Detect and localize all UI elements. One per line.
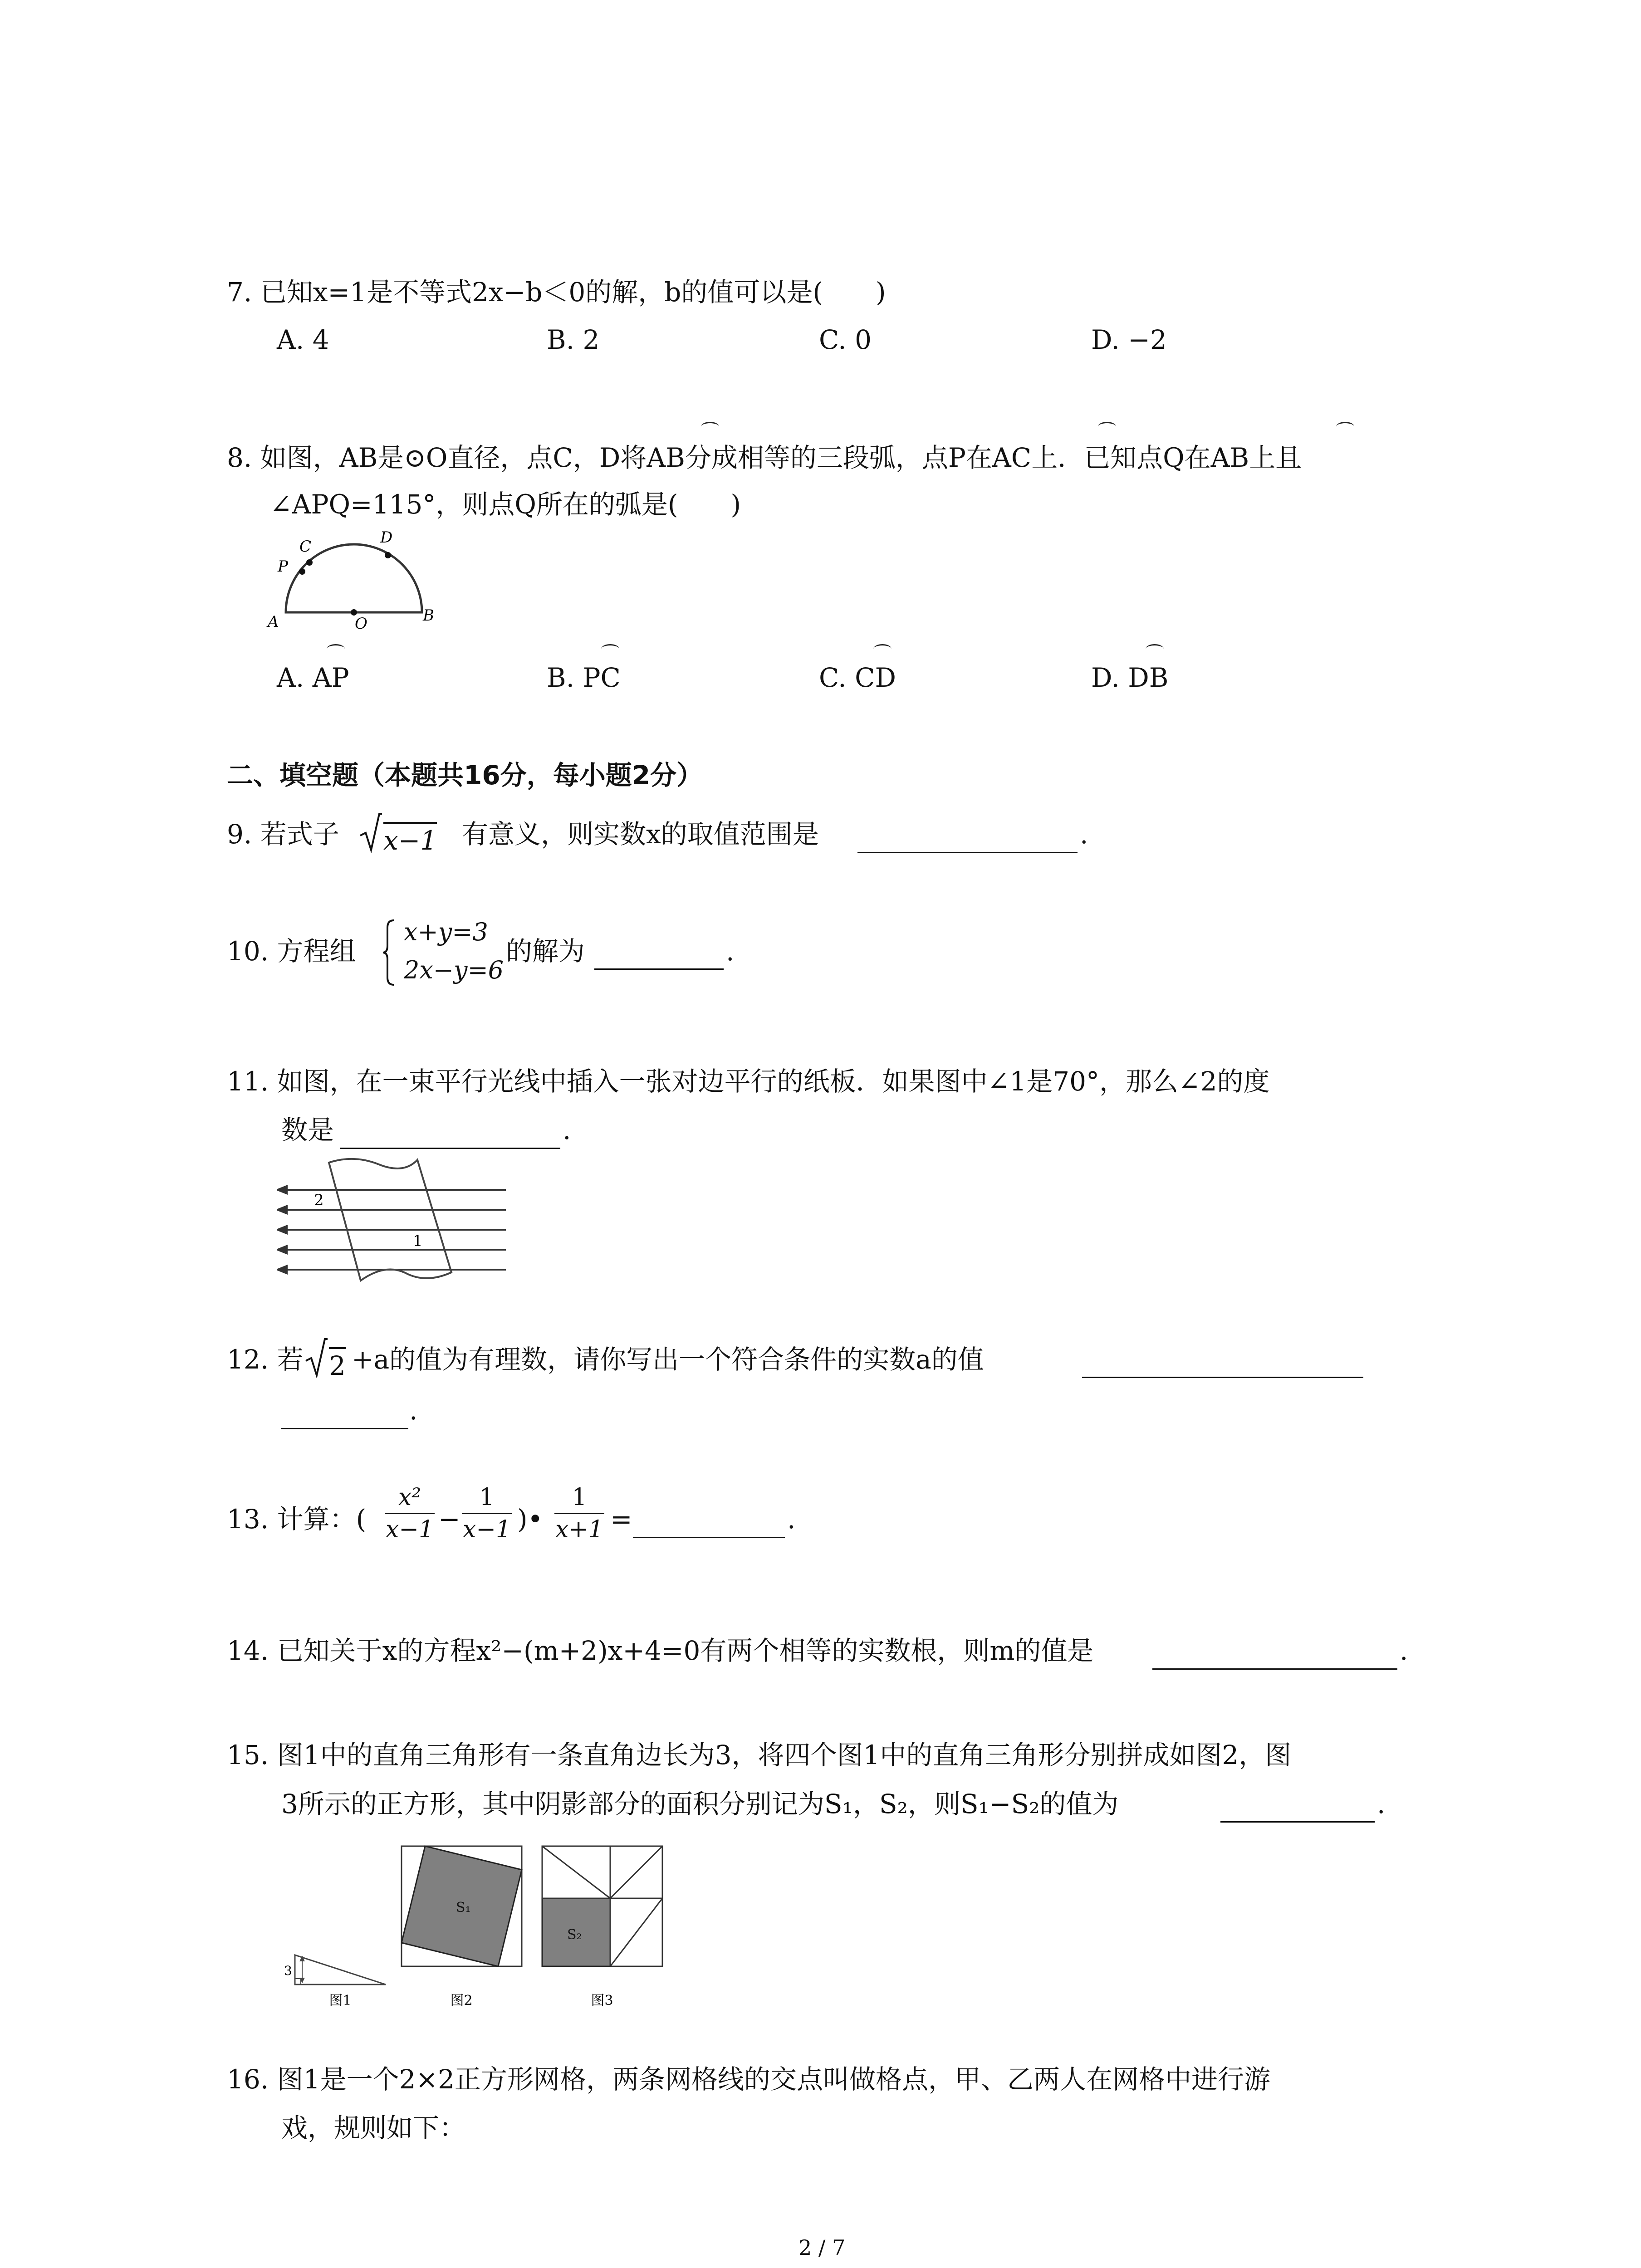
answer-blank[interactable] (594, 968, 724, 970)
q16-line2: 戏，规则如下： (281, 2112, 466, 2143)
arc-mark (873, 644, 892, 654)
q10-end: . (726, 936, 735, 967)
q10-eq2: 2x−y=6 (404, 956, 504, 984)
fraction-bar (462, 1513, 512, 1514)
q8-option-c: C. CD (819, 662, 896, 693)
fraction-3-denominator: x+1 (555, 1516, 603, 1543)
radical-sign (305, 1337, 328, 1378)
q7-option-b: B. 2 (547, 324, 600, 355)
q12-pre: 12. 若 (227, 1344, 304, 1375)
q10-pre: 10. 方程组 (227, 936, 356, 967)
parallel-light-figure (277, 1154, 513, 1286)
q8-stem-line2: ∠APQ=115°，则点Q所在的弧是( ) (270, 489, 741, 520)
angle-label-2: 2 (314, 1191, 324, 1209)
arc-mark (1098, 422, 1116, 431)
q11-line2: 数是 (281, 1114, 334, 1145)
q16-line1: 16. 图1是一个2×2正方形网格，两条网格线的交点叫做格点，甲、乙两人在网格中进行游 (227, 2064, 1270, 2095)
q13-dot: )• (517, 1504, 543, 1535)
q7-option-c: C. 0 (819, 324, 872, 355)
q8-stem-line1: 8. 如图，AB是⊙O直径，点C，D将AB分成相等的三段弧，点P在AC上．已知点Q在AB上且 (227, 442, 1302, 473)
triangle-squares-figure (277, 1837, 667, 2009)
q8-option-a: A. AP (277, 662, 349, 693)
q14-end: . (1400, 1635, 1408, 1666)
q10-eq1: x+y=3 (404, 918, 488, 946)
fraction-2-denominator: x−1 (463, 1516, 511, 1543)
fraction-3-numerator: 1 (572, 1484, 587, 1511)
fig2-s1-label: S₁ (456, 1900, 471, 1916)
fig-label-c: C (299, 538, 312, 556)
q15-line2: 3所示的正方形，其中阴影部分的面积分别记为S₁，S₂，则S₁−S₂的值为 (281, 1789, 1119, 1819)
arc-mark (1336, 422, 1354, 431)
fig2-caption: 图2 (450, 1993, 473, 2009)
fraction-3 (554, 1486, 604, 1541)
q9-pre: 9. 若式子 (227, 819, 339, 850)
fig-label-d: D (380, 528, 393, 547)
semicircle-figure (259, 526, 449, 635)
q13-pre: 13. 计算：( (227, 1504, 367, 1535)
answer-blank[interactable] (340, 1148, 560, 1149)
q11-end: . (563, 1114, 571, 1145)
q13-eq: = (610, 1504, 632, 1535)
q12-post: +a的值为有理数，请你写出一个符合条件的实数a的值 (352, 1344, 984, 1375)
answer-blank[interactable] (1220, 1821, 1375, 1823)
angle-label-1: 1 (413, 1232, 423, 1250)
arc-mark (1146, 644, 1164, 654)
fraction-bar (554, 1513, 604, 1514)
fraction-1 (385, 1486, 435, 1541)
fraction-1-numerator: x² (398, 1484, 421, 1511)
fraction-bar (385, 1513, 435, 1514)
fraction-2 (462, 1486, 512, 1541)
arc-mark (601, 644, 619, 654)
q13-minus: − (438, 1504, 460, 1535)
q7-option-a: A. 4 (277, 324, 329, 355)
q12-end: . (409, 1395, 418, 1426)
page-number: 2 / 7 (798, 2235, 846, 2260)
q9-post: 有意义，则实数x的取值范围是 (462, 819, 819, 850)
fig-label-a: A (268, 613, 279, 631)
fig-label-p: P (278, 557, 288, 576)
q9-radicand: x−1 (383, 822, 437, 854)
q7-option-d: D. −2 (1091, 324, 1167, 355)
brace (382, 919, 396, 987)
q15-end: . (1377, 1789, 1386, 1819)
q8-option-b: B. PC (547, 662, 621, 693)
fraction-2-numerator: 1 (479, 1484, 495, 1511)
answer-blank[interactable] (281, 1428, 408, 1429)
fig3-caption: 图3 (591, 1993, 613, 2009)
q7-stem: 7. 已知x=1是不等式2x−b＜0的解，b的值可以是( ) (227, 277, 886, 308)
answer-blank[interactable] (857, 852, 1078, 853)
fig1-caption: 图1 (329, 1993, 352, 2009)
fig3-s2-label: S₂ (567, 1927, 582, 1943)
q14-text: 14. 已知关于x的方程x²−(m+2)x+4=0有两个相等的实数根，则m的值是 (227, 1635, 1094, 1666)
arc-mark (327, 644, 345, 654)
section-heading: 二、填空题（本题共16分，每小题2分） (227, 760, 703, 791)
q10-post: 的解为 (506, 936, 585, 967)
fraction-1-denominator: x−1 (386, 1516, 434, 1543)
q11-line1: 11. 如图，在一束平行光线中插入一张对边平行的纸板．如果图中∠1是70°，那么∠2的度 (227, 1066, 1270, 1097)
q13-end: . (787, 1504, 796, 1535)
q8-option-d: D. DB (1091, 662, 1169, 693)
arc-mark (701, 422, 719, 431)
q12-radicand: 2 (329, 1347, 346, 1379)
answer-blank[interactable] (633, 1537, 785, 1538)
answer-blank[interactable] (1082, 1377, 1363, 1378)
fig1-side-label: 3 (284, 1963, 292, 1978)
fig-label-b: B (423, 606, 434, 625)
radical-sign (359, 812, 382, 853)
fig-label-o: O (355, 615, 367, 633)
answer-blank[interactable] (1152, 1668, 1397, 1670)
q9-end: . (1080, 819, 1088, 850)
q15-line1: 15. 图1中的直角三角形有一条直角边长为3，将四个图1中的直角三角形分别拼成如图2，图 (227, 1740, 1292, 1770)
